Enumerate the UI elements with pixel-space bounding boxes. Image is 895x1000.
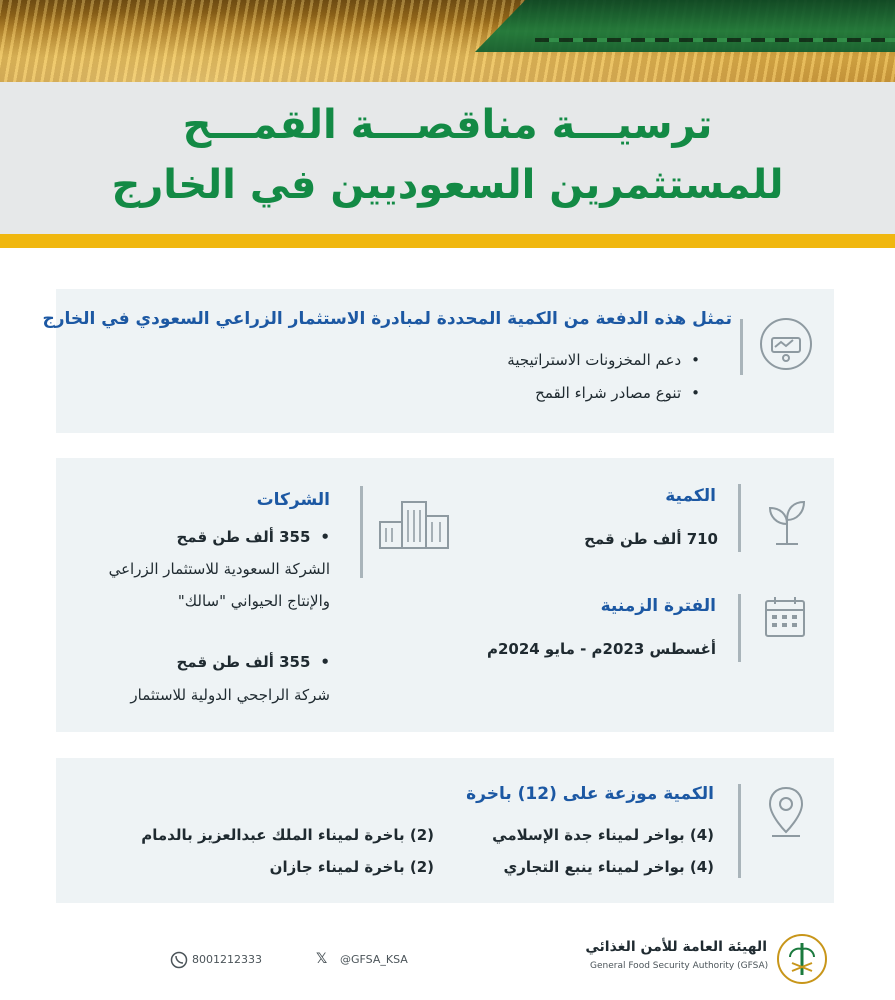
page-subtitle: للمستثمرين السعوديين في الخارج (111, 162, 784, 208)
details-card (56, 458, 834, 732)
x-handle: @GFSA_KSA (340, 953, 408, 966)
shipping-divider (738, 784, 741, 878)
quantity-divider (738, 484, 741, 552)
intro-card (42, 289, 834, 433)
period-divider (738, 594, 741, 662)
gold-divider (0, 234, 895, 248)
period-value: أغسطس 2023م - مايو 2024م (486, 640, 716, 658)
buildings-icon (378, 498, 450, 550)
calendar-icon (762, 594, 808, 640)
companies-label: الشركات (256, 490, 330, 510)
quantity-label: الكمية (665, 486, 716, 506)
gfsa-logo-icon (776, 933, 828, 985)
shipping-item: (4) بواخر لميناء جدة الإسلامي (492, 826, 714, 844)
intro-bullet: • تنوع مصادر شراء القمح (535, 384, 700, 402)
intro-divider (740, 319, 743, 375)
footer (0, 925, 895, 1000)
plant-sprout-icon (762, 494, 812, 548)
shipping-item: (2) باخرة لميناء جازان (269, 858, 434, 876)
company-name: شركة الراجحي الدولية للاستثمار (130, 686, 330, 704)
org-name-en: General Food Security Authority (GFSA) (590, 961, 769, 971)
phone-icon (170, 951, 188, 969)
shipping-card (56, 758, 834, 903)
intro-bullet: • دعم المخزونات الاستراتيجية (507, 351, 700, 369)
hero-wheat-image (0, 0, 895, 82)
shipping-item: (4) بواخر لميناء ينبع التجاري (503, 858, 714, 876)
company-name: والإنتاج الحيواني "سالك" (177, 592, 330, 610)
quantity-value: 710 ألف طن قمح (584, 530, 718, 548)
period-label: الفترة الزمنية (600, 596, 716, 616)
intro-heading: تمثل هذه الدفعة من الكمية المحددة لمبادرة الاستثمار الزراعي السعودي في الخارج (42, 309, 732, 329)
company-name: الشركة السعودية للاستثمار الزراعي (108, 560, 330, 578)
company-amount: • 355 ألف طن قمح (176, 528, 330, 546)
company-amount: • 355 ألف طن قمح (176, 653, 330, 671)
location-pin-icon (764, 784, 808, 842)
shipping-heading: الكمية موزعة على (12) باخرة (466, 784, 714, 804)
shipping-item: (2) باخرة لميناء الملك عبدالعزيز بالدمام (141, 826, 434, 844)
harvester-graphic (475, 0, 895, 52)
org-name-ar: الهيئة العامة للأمن الغذائي (585, 939, 767, 955)
investment-globe-icon (758, 316, 814, 372)
phone-number: 8001212333 (192, 953, 262, 966)
title-band (0, 82, 895, 234)
x-logo-icon: 𝕏 (316, 951, 328, 967)
companies-divider (360, 486, 363, 578)
page-title: ترسيـــة مناقصـــة القمـــح (182, 102, 713, 148)
